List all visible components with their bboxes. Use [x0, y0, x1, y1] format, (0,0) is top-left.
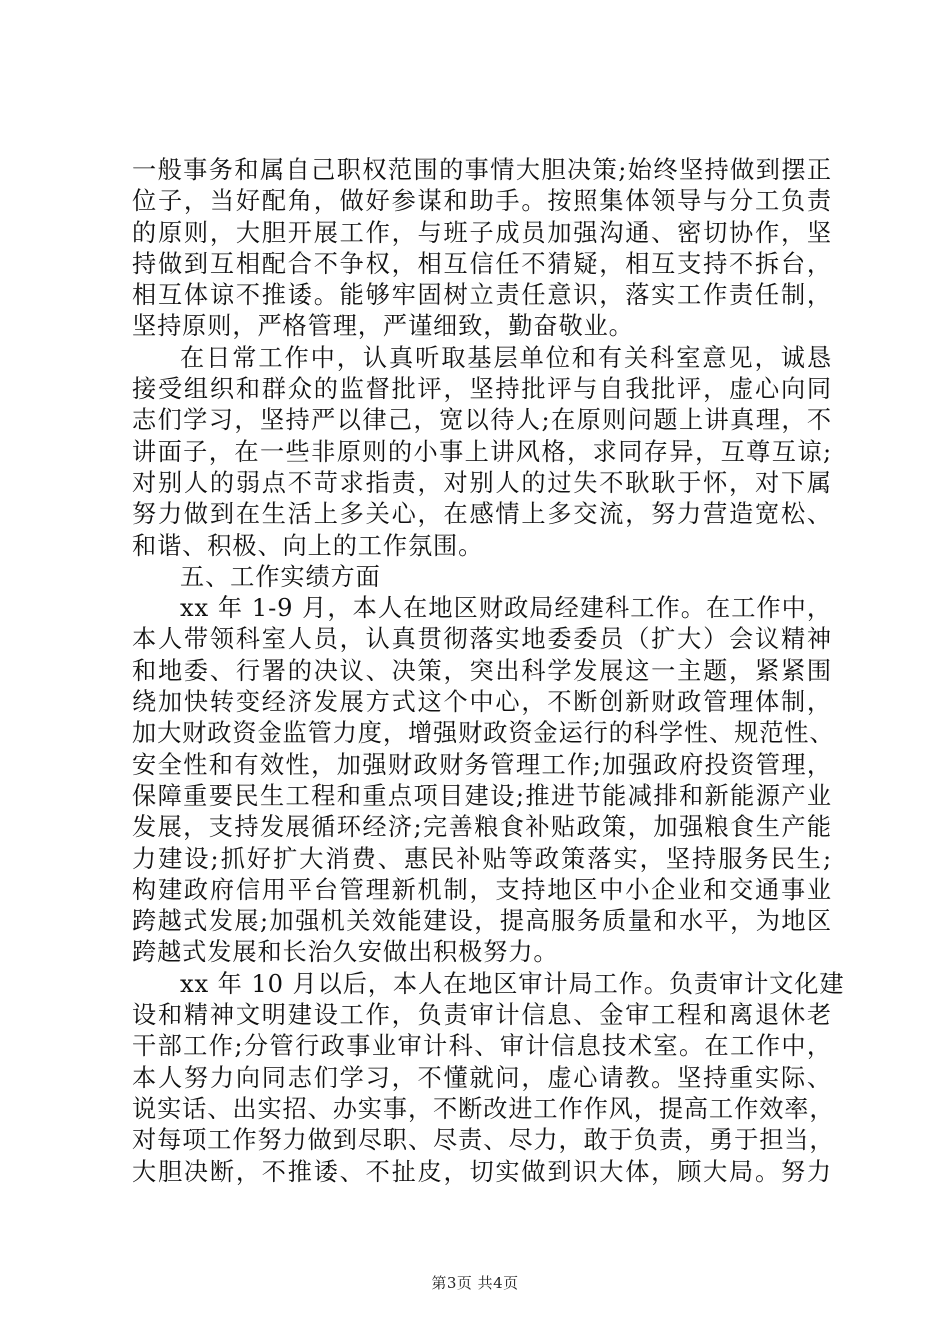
text-line: 和地委、行署的决议、决策，突出科学发展这一主题，紧紧围	[132, 656, 832, 685]
text-line: 构建政府信用平台管理新机制，支持地区中小企业和交通事业	[132, 875, 832, 904]
text-line: 努力做到在生活上多关心，在感情上多交流，努力营造宽松、	[132, 500, 832, 529]
text-line: 讲面子，在一些非原则的小事上讲风格，求同存异，互尊互谅;	[132, 437, 832, 466]
page-footer: 第3页 共4页	[431, 1274, 519, 1292]
text-line: 一般事务和属自己职权范围的事情大胆决策;始终坚持做到摆正	[132, 156, 832, 184]
text-line: 力建设;抓好扩大消费、惠民补贴等政策落实，坚持服务民生;	[132, 844, 832, 873]
text-line: 位子，当好配角，做好参谋和助手。按照集体领导与分工负责	[132, 187, 832, 216]
text-line: 发展，支持发展循环经济;完善粮食补贴政策，加强粮食生产能	[132, 813, 832, 842]
text-line: 志们学习，坚持严以律己，宽以待人;在原则问题上讲真理，不	[132, 406, 832, 435]
text-line: 本人努力向同志们学习，不懂就问，虚心请教。坚持重实际、	[132, 1063, 832, 1092]
text-line: 对别人的弱点不苛求指责，对别人的过失不耿耿于怀，对下属	[132, 468, 832, 497]
text-line: 五、工作实绩方面	[180, 562, 381, 591]
text-line: 对每项工作努力做到尽职、尽责、尽力，敢于负责，勇于担当，	[132, 1126, 835, 1155]
text-line: 干部工作;分管行政事业审计科、审计信息技术室。在工作中，	[132, 1032, 832, 1061]
text-line: 本人带领科室人员，认真贯彻落实地委委员（扩大）会议精神	[132, 625, 832, 654]
text-line: 接受组织和群众的监督批评，坚持批评与自我批评，虚心向同	[132, 375, 832, 404]
text-line: 在日常工作中，认真听取基层单位和有关科室意见，诚恳	[180, 343, 832, 372]
text-line: 大胆决断，不推诿、不扯皮，切实做到识大体，顾大局。努力	[132, 1157, 832, 1186]
text-line: 坚持原则，严格管理，严谨细致，勤奋敬业。	[132, 312, 634, 341]
text-line: 说实话、出实招、办实事，不断改进工作作风，提高工作效率，	[132, 1094, 835, 1123]
text-line: 持做到互相配合不争权，相互信任不猜疑，相互支持不拆台，	[132, 249, 832, 278]
text-line: 和谐、积极、向上的工作氛围。	[132, 531, 484, 560]
text-line: 跨越式发展;加强机关效能建设，提高服务质量和水平，为地区	[132, 907, 832, 936]
text-line: 设和精神文明建设工作，负责审计信息、金审工程和离退休老	[132, 1001, 832, 1030]
body-text	[132, 155, 845, 1188]
text-line: xx 年 1-9 月，本人在地区财政局经建科工作。在工作中，	[180, 594, 832, 623]
text-line: xx 年 10 月以后，本人在地区审计局工作。负责审计文化建	[180, 969, 845, 998]
text-line: 相互体谅不推诿。能够牢固树立责任意识，落实工作责任制，	[132, 281, 832, 310]
text-line: 保障重要民生工程和重点项目建设;推进节能减排和新能源产业	[132, 781, 832, 810]
text-line: 安全性和有效性，加强财政财务管理工作;加强政府投资管理，	[132, 750, 832, 779]
text-line: 的原则，大胆开展工作，与班子成员加强沟通、密切协作，坚	[132, 218, 832, 247]
text-line: 跨越式发展和长治久安做出积极努力。	[132, 938, 559, 967]
text-line: 加大财政资金监管力度，增强财政资金运行的科学性、规范性、	[132, 719, 835, 748]
text-line: 绕加快转变经济发展方式这个中心，不断创新财政管理体制，	[132, 688, 832, 717]
